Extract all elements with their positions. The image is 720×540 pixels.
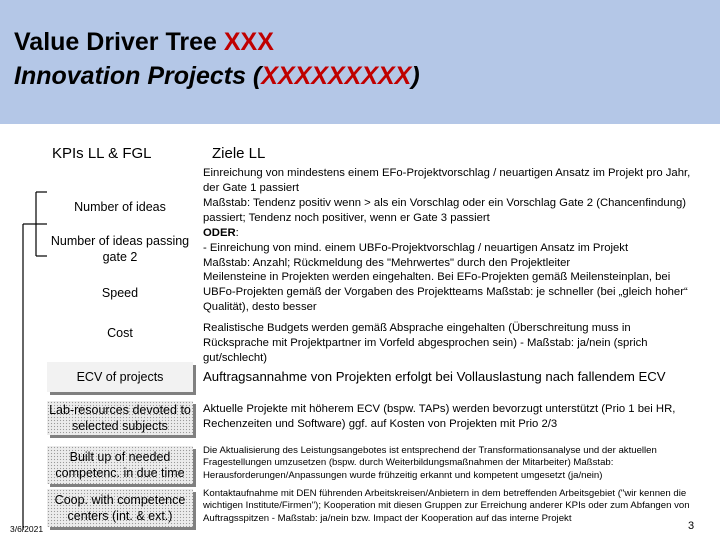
- kpi-box-ideas: Number of ideas: [74, 200, 166, 214]
- kpi-box-cost: Cost: [107, 326, 133, 340]
- kpi-box-ecv: ECV of projects: [47, 362, 193, 392]
- goal-ideas-line: Einreichung von mindestens einem EFo-Projektvorschlag / neuartigen Ansatz im Projekt pro Jahr, der Gate 1 passiert: [203, 167, 691, 194]
- title-line1-text: Value Driver Tree: [14, 28, 224, 56]
- kpi-box-cooperation: Coop. with competence centers (int. & ext.): [47, 489, 193, 527]
- title-line2-prefix: Innovation Projects (: [14, 62, 262, 90]
- goal-ecv: Auftragsannahme von Projekten erfolgt bei Vollauslastung nach fallendem ECV: [203, 369, 666, 384]
- goal-ideas: Einreichung von mindestens einem EFo-Projektvorschlag / neuartigen Ansatz im Projekt pro Jahr, der Gate 1 passiert Maßstab: Tendenz positiv wenn > als ein Vorschlag oder ein Vorschlag Gate 2 (Chancenfindung) passiert; Tendenz noch positiver, wenn er Gate 3 passiert ODER: - Einreichung von mind. einem UBFo-Projektvorschlag / neuartigen Ansatz im Projekt Maßstab: Anzahl; Rückmeldung des "Mehrwertes" durch den Projektleiter: [203, 166, 699, 271]
- title-line2-suffix: ): [411, 62, 420, 90]
- goal-ideas-measure: Maßstab: Tendenz positiv wenn > als ein Vorschlag oder ein Vorschlag Gate 2 (Chancenfindung) passiert; Tendenz noch positiver, wenn er Gate 3 passiert: [203, 197, 687, 224]
- goal-competence: Die Aktualisierung des Leistungsangebotes ist entsprechend der Transformationsanalyse und der aktuellen Fragestellungen umzusetzen (bspw. durch Weiterbildungsmaßnahmen der Mitarbeiter) Maßstab: Herausforderungen/Anpassungen wurde frühzeitig erkannt und kompetent umgesetzt (ja/nein): [203, 445, 657, 481]
- kpi-column-heading: KPIs LL & FGL: [52, 145, 152, 162]
- kpi-box-lab-resources: Lab-resources devoted to selected subjects: [47, 401, 193, 435]
- title-line2-placeholder: XXXXXXXXX: [261, 62, 412, 90]
- kpi-box-speed: Speed: [101, 286, 139, 300]
- page-title: [14, 28, 274, 57]
- goal-ideas-alt-measure: Maßstab: Anzahl; Rückmeldung des "Mehrwertes" durch den Projektleiter: [203, 257, 571, 269]
- kpi-box-gate2: Number of ideas passing gate 2: [50, 234, 190, 264]
- footer-date: 3/6/2021: [10, 524, 44, 534]
- title-banner: [0, 0, 720, 124]
- goal-lab-resources: Aktuelle Projekte mit höherem ECV (bspw. TAPs) werden bevorzugt unterstützt (Prio 1 bei HR, Rechenzeiten und Software) ggf. auf Kosten von Projekten mit Prio 2/3: [203, 403, 676, 430]
- goal-speed: Meilensteine in Projekten werden eingehalten. Bei EFo-Projekten gemäß Meilensteinplan, bei UBFo-Projekten gemäß der Vorgaben des Projektteams Maßstab: je schneller (bei „gleich hoher“ Qualität), desto besser: [203, 271, 688, 313]
- goal-cost: Realistische Budgets werden gemäß Absprache eingehalten (Überschreitung muss in Rücksprache mit Projektpartner im Vorfeld abgesprochen sein) - Maßstab: ja/nein (sprich gut/schlecht): [203, 322, 648, 364]
- page-number: 3: [688, 520, 695, 532]
- goals-column-heading: Ziele LL: [212, 145, 266, 162]
- goal-ideas-alt: - Einreichung von mind. einem UBFo-Projektvorschlag / neuartigen Ansatz im Projekt: [203, 242, 629, 254]
- goal-cooperation: Kontaktaufnahme mit DEN führenden Arbeitskreisen/Anbietern in dem betreffenden Arbeitsgebiet ("wir kennen die wichtigen Institute/Firmen"); Kooperation mit diesen Gruppen zur Erreichung anderer KPIs oder zum Abfangen von Auftragsspitzen - Maßstab: ja/nein bzw. Impact der Kooperation auf das interne Projekt: [203, 488, 690, 524]
- title-line1-placeholder: XXX: [223, 28, 274, 56]
- page-subtitle: [14, 62, 420, 91]
- goal-ideas-or: ODER: [203, 227, 236, 239]
- kpi-box-competence: Built up of needed competenc. in due time: [47, 446, 193, 484]
